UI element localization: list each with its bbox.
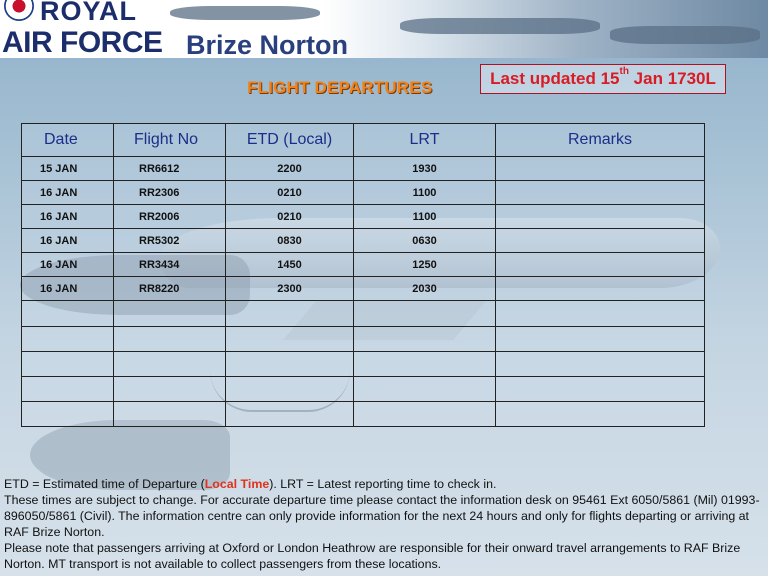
cell-date: 16 JAN — [22, 229, 114, 253]
column-header-etd: ETD (Local) — [226, 124, 354, 157]
table-row — [22, 301, 705, 326]
cell-etd — [226, 326, 354, 351]
logo-air-force-text: AIR FORCE — [2, 26, 163, 58]
table-row — [22, 326, 705, 351]
cell-etd: 0210 — [226, 181, 354, 205]
cell-lrt: 1930 — [354, 157, 496, 181]
updated-suffix: Jan 1730L — [628, 69, 716, 88]
cell-etd — [226, 351, 354, 376]
table-row — [22, 181, 705, 205]
footer-line-transport: Please note that passengers arriving at Oxford or London Heathrow are responsible for their onward travel arrangements to RAF Brize Norton. MT transport is not available to collect passengers from these locations. — [4, 541, 741, 571]
table-row — [22, 277, 705, 301]
cell-date — [22, 301, 114, 326]
cell-remarks — [496, 157, 705, 181]
footer-local-time: Local Time — [204, 477, 270, 491]
cell-date — [22, 401, 114, 426]
transport-aircraft-icon — [170, 6, 320, 20]
page-title: FLIGHT DEPARTURES — [247, 78, 433, 97]
cell-flight-no: RR3434 — [114, 253, 226, 277]
header-banner — [0, 0, 768, 58]
cell-etd: 1450 — [226, 253, 354, 277]
updated-prefix: Last updated 15 — [490, 69, 620, 88]
last-updated-badge — [480, 64, 726, 94]
cell-lrt: 2030 — [354, 277, 496, 301]
logo-royal-text: ROYAL — [40, 0, 138, 26]
cell-etd: 2300 — [226, 277, 354, 301]
table-row — [22, 351, 705, 376]
cell-lrt: 1250 — [354, 253, 496, 277]
cell-remarks — [496, 301, 705, 326]
cell-flight-no — [114, 326, 226, 351]
cell-remarks — [496, 326, 705, 351]
footer-etd-text: ETD = Estimated time of Departure ( — [4, 477, 205, 491]
table-header-row — [22, 124, 705, 157]
cell-date — [22, 326, 114, 351]
cell-flight-no — [114, 376, 226, 401]
table-row — [22, 253, 705, 277]
cell-remarks — [496, 253, 705, 277]
cell-date: 16 JAN — [22, 181, 114, 205]
cell-lrt — [354, 376, 496, 401]
updated-ordinal: th — [619, 66, 629, 77]
cell-remarks — [496, 351, 705, 376]
column-header-remarks: Remarks — [496, 124, 705, 157]
column-header-date: Date — [22, 124, 114, 157]
cell-lrt — [354, 351, 496, 376]
cell-lrt: 1100 — [354, 205, 496, 229]
table-row — [22, 205, 705, 229]
cell-flight-no: RR5302 — [114, 229, 226, 253]
cell-remarks — [496, 277, 705, 301]
cell-lrt — [354, 401, 496, 426]
cell-date: 16 JAN — [22, 253, 114, 277]
cell-flight-no — [114, 351, 226, 376]
cell-remarks — [496, 205, 705, 229]
cell-flight-no: RR2306 — [114, 181, 226, 205]
column-header-flight-no: Flight No — [114, 124, 226, 157]
cell-etd: 2200 — [226, 157, 354, 181]
table-row — [22, 376, 705, 401]
cell-date — [22, 376, 114, 401]
cell-date: 16 JAN — [22, 205, 114, 229]
footer-line-contact: These times are subject to change. For accurate departure time please contact the information desk on 95461 Ext 6050/5861 (Mil) 01993-896050/5861 (Civil). The information centre can only provide information for the next 24 hours and only for flights departing or arriving at RAF Brize Norton. — [4, 493, 760, 539]
cell-date — [22, 351, 114, 376]
cell-flight-no — [114, 301, 226, 326]
table-row — [22, 229, 705, 253]
cell-etd — [226, 401, 354, 426]
cell-etd — [226, 301, 354, 326]
footer-line-definitions — [4, 476, 764, 492]
raf-roundel-icon — [4, 0, 34, 21]
cell-etd — [226, 376, 354, 401]
transport-aircraft-icon — [610, 26, 760, 44]
cell-remarks — [496, 376, 705, 401]
cell-etd: 0830 — [226, 229, 354, 253]
table-row — [22, 157, 705, 181]
cell-etd: 0210 — [226, 205, 354, 229]
cell-flight-no: RR6612 — [114, 157, 226, 181]
cell-date: 16 JAN — [22, 277, 114, 301]
cell-lrt: 0630 — [354, 229, 496, 253]
footer-notes — [4, 476, 764, 572]
column-header-lrt: LRT — [354, 124, 496, 157]
cell-flight-no — [114, 401, 226, 426]
cell-remarks — [496, 181, 705, 205]
cell-flight-no: RR8220 — [114, 277, 226, 301]
footer-lrt-text: ). LRT = Latest reporting time to check in. — [269, 477, 497, 491]
cell-remarks — [496, 229, 705, 253]
cell-flight-no: RR2006 — [114, 205, 226, 229]
cell-remarks — [496, 401, 705, 426]
departures-table — [21, 123, 705, 427]
cell-lrt: 1100 — [354, 181, 496, 205]
tanker-aircraft-icon — [400, 18, 600, 34]
cell-lrt — [354, 326, 496, 351]
table-row — [22, 401, 705, 426]
logo-station-text: Brize Norton — [186, 30, 348, 58]
cell-date: 15 JAN — [22, 157, 114, 181]
cell-lrt — [354, 301, 496, 326]
